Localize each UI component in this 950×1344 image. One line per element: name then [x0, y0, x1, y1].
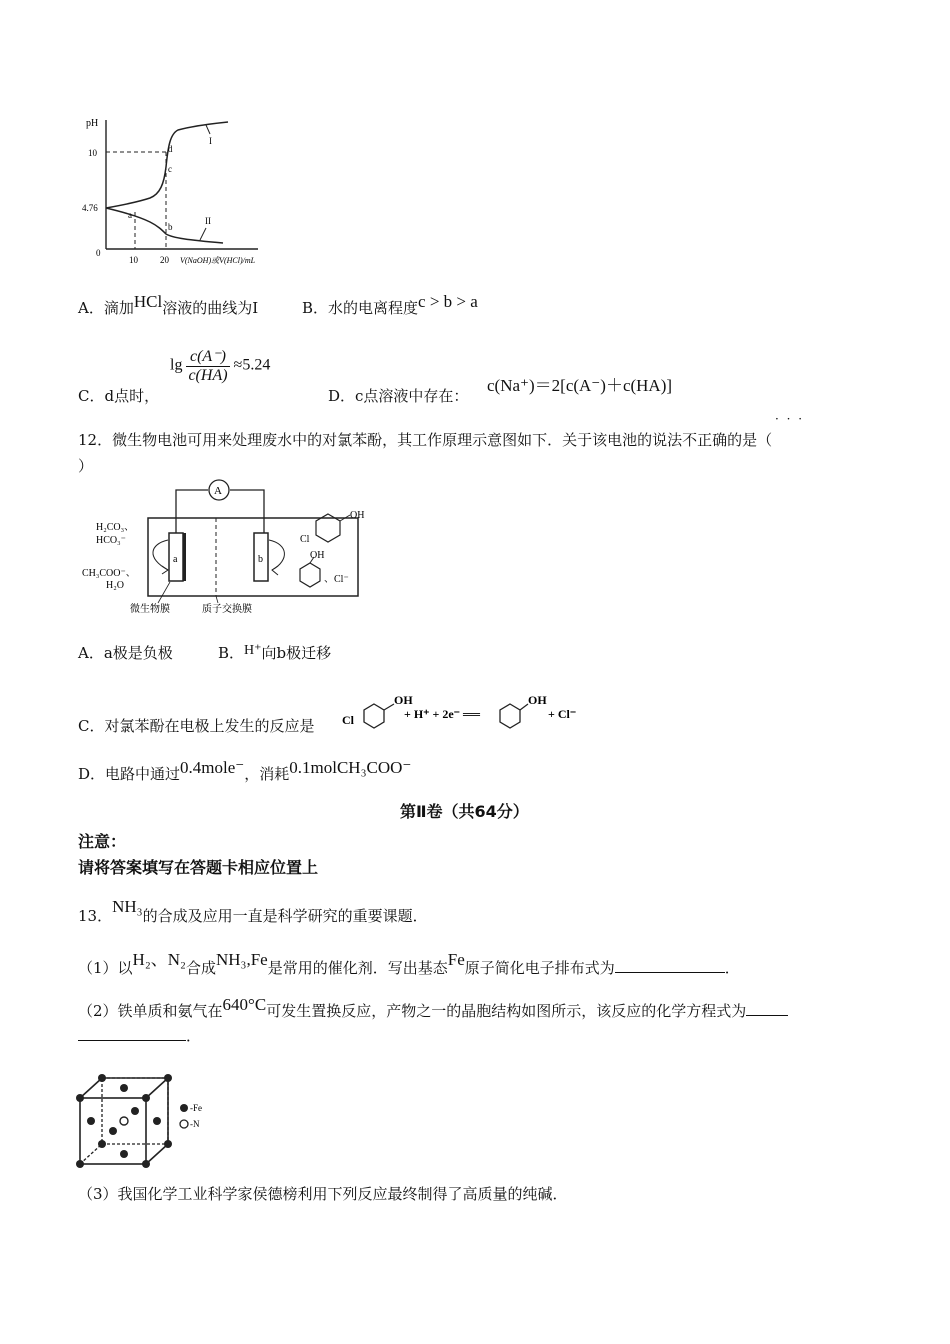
- svg-text:+ Cl⁻: + Cl⁻: [548, 707, 577, 721]
- x-axis-label: V(NaOH)或V(HCl)/mL: [180, 256, 256, 265]
- svg-text:HCO₃⁻: HCO₃⁻: [96, 535, 126, 546]
- point-d-label: d: [168, 144, 173, 154]
- svg-text:H₂CO₃、: H₂CO₃、: [96, 522, 135, 533]
- q13-stem: 13．NH₃的合成及应用一直是科学研究的重要课题．: [78, 897, 428, 925]
- titration-graph: [78, 112, 288, 272]
- q12-stem: 12．微生物电池可用来处理废水中的对氯苯酚，其工作原理示意图如下．关于该电池的说法不正确的是（: [78, 431, 773, 449]
- q11-option-a: A．滴加HCl溶液的曲线为I: [78, 292, 259, 317]
- svg-text:CH₃COO⁻、: CH₃COO⁻、: [82, 568, 136, 579]
- ammeter-label: A: [214, 485, 222, 497]
- answer-blank-1[interactable]: [615, 958, 725, 973]
- crystal-cell-diagram: [76, 1074, 216, 1172]
- q12-option-a: A．a极是负极: [78, 644, 173, 662]
- emphasis-dots: · · ·: [775, 412, 805, 426]
- q12-option-b: B．H⁺向b极迁移: [218, 643, 332, 662]
- y-axis-label: pH: [86, 118, 99, 129]
- note-body: 请将答案填写在答题卡相应位置上: [78, 858, 319, 877]
- n-legend-icon: [180, 1120, 188, 1128]
- q11-option-c: C．d点时，: [78, 387, 160, 405]
- electrode-a-label: a: [173, 554, 178, 565]
- svg-text:质子交换膜: 质子交换膜: [202, 604, 252, 615]
- section-title: 第Ⅱ卷（共64分）: [400, 802, 529, 821]
- y-tick-476: 4.76: [82, 203, 98, 213]
- note-title: 注意：: [78, 832, 127, 851]
- svg-text:Cl: Cl: [300, 534, 310, 545]
- point-b-label: b: [168, 222, 173, 232]
- svg-text:OH: OH: [350, 510, 365, 521]
- phenol-ring-icon: [300, 563, 320, 587]
- q12-option-d: D．电路中通过0.4mole⁻，消耗0.1molCH₃COO⁻: [78, 758, 412, 783]
- formula-hcl: HCl: [133, 292, 163, 311]
- legend-fe: -Fe: [190, 1103, 202, 1113]
- formula-cba: c > b > a: [418, 292, 478, 311]
- curve-II-label: II: [205, 216, 211, 226]
- svg-text:OH: OH: [310, 550, 325, 561]
- svg-text:Cl: Cl: [342, 713, 354, 727]
- svg-text:H₂O: H₂O: [106, 580, 124, 591]
- x-tick-10: 10: [129, 255, 138, 265]
- answer-blank-2a[interactable]: [746, 1001, 788, 1016]
- svg-text:、Cl⁻: 、Cl⁻: [324, 574, 349, 585]
- y-tick-10: 10: [88, 148, 97, 158]
- curve-I: [106, 122, 228, 208]
- q13-part-3: （3）我国化学工业科学家侯德榜利用下列反应最终制得了高质量的纯碱．: [78, 1185, 568, 1203]
- q12-stem-cont: ）: [78, 457, 94, 475]
- curve-I-label: I: [209, 136, 212, 146]
- svg-text:+ H⁺ + 2e⁻ ══: + H⁺ + 2e⁻ ══: [404, 707, 481, 721]
- q13-part-1: （1）以H₂、N₂合成NH₃,Fe是常用的催化剂．写出基态Fe原子简化电子排布式为 ．: [78, 950, 740, 977]
- svg-text:OH: OH: [394, 693, 413, 707]
- q11-option-d: D．c点溶液中存在：: [328, 387, 469, 405]
- reaction-equation: [340, 688, 590, 734]
- electrode-b-label: b: [258, 554, 263, 565]
- q11-option-d-formula: c(Na⁺)＝2[c(A⁻)＋c(HA)]: [487, 376, 673, 395]
- q13-part-2: （2）铁单质和氨气在640°C可发生置换反应，产物之一的晶胞结构如图所示，该反应的化学方程式为: [78, 1001, 788, 1021]
- microbial-cell-diagram: [78, 478, 388, 616]
- svg-text:OH: OH: [528, 693, 547, 707]
- phenol-ring-icon: [500, 704, 520, 728]
- q13-part-2-cont: ．: [78, 1026, 201, 1046]
- svg-text:微生物膜: 微生物膜: [130, 604, 170, 615]
- fe-legend-icon: [180, 1104, 188, 1112]
- q11-option-c-formula: lg $\frac{c(A^-)}{c(HA)}$ ≈5.24: [170, 348, 271, 384]
- q12-option-c: C．对氯苯酚在电极上发生的反应是: [78, 717, 315, 735]
- point-a-label: a: [128, 210, 132, 220]
- legend-n: -N: [190, 1119, 200, 1129]
- origin-label: 0: [96, 248, 101, 258]
- answer-blank-2b[interactable]: [78, 1026, 186, 1041]
- point-c-label: c: [168, 164, 172, 174]
- x-tick-20: 20: [160, 255, 169, 265]
- chlorophenol-ring-icon: [364, 704, 384, 728]
- q11-option-b: B．水的电离程度c > b > a: [302, 292, 478, 317]
